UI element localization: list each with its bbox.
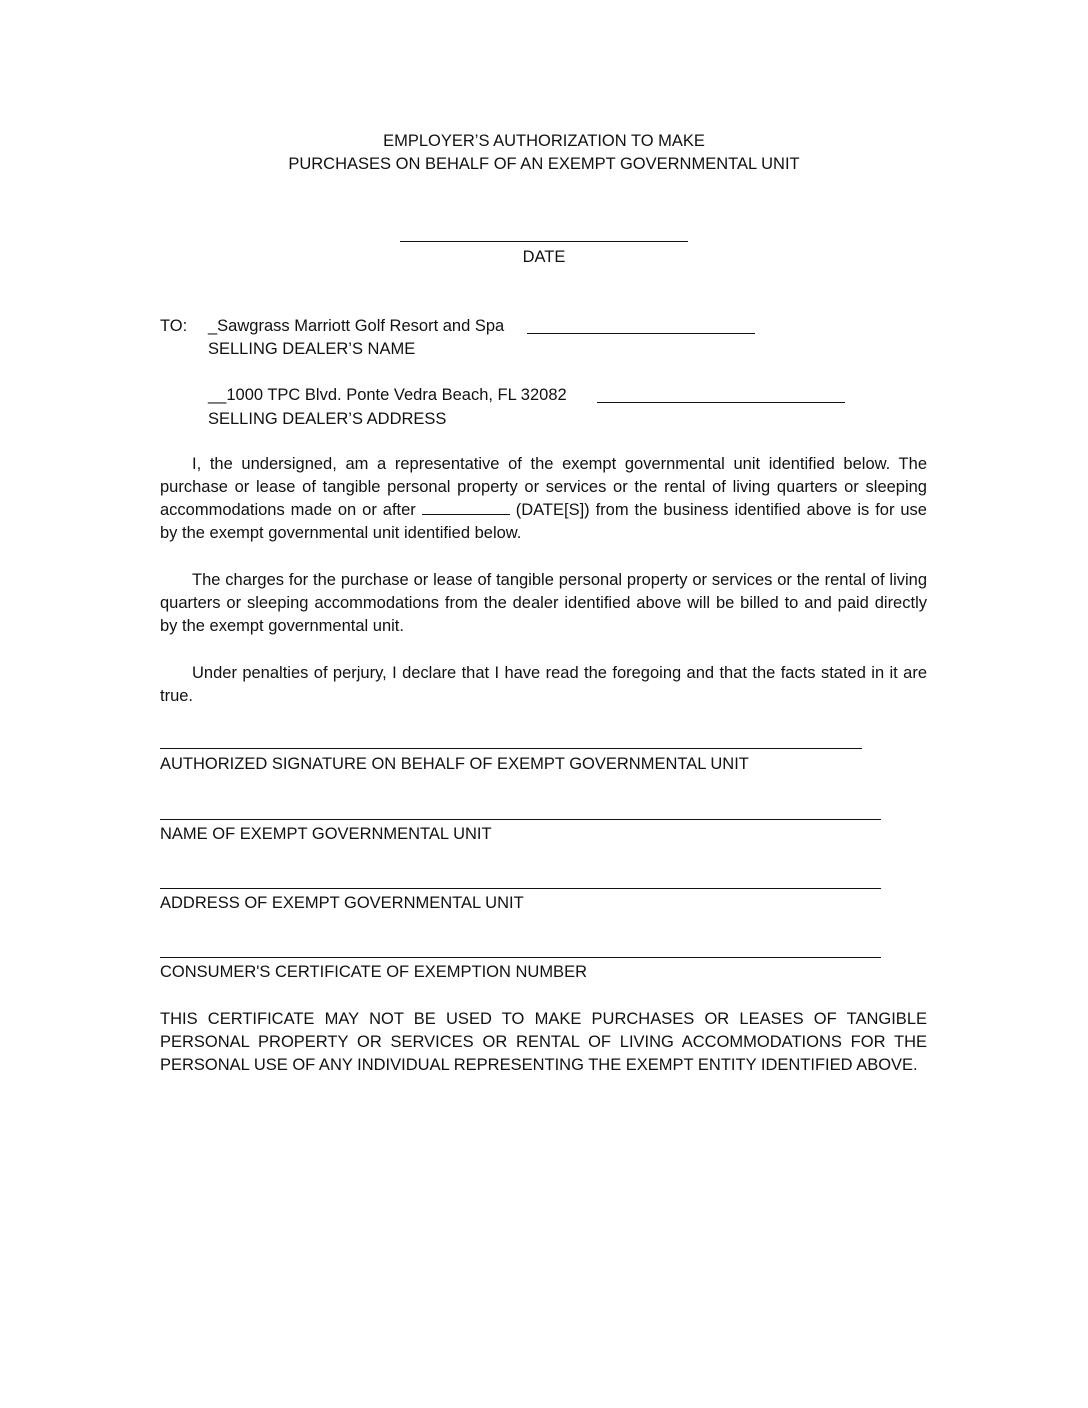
usage-restriction-notice: THIS CERTIFICATE MAY NOT BE USED TO MAKE PURCHASES OR LEASES OF TANGIBLE PERSONAL PROPERTY OR SERVICES OR RENTAL OF LIVING ACCOMMODATIONS FOR THE PERSONAL USE OF ANY INDIVIDUAL REPRESENTING THE EXEMPT ENTITY IDENTIFIED ABOVE. [160,1010,927,1074]
authorized-signature-label: AUTHORIZED SIGNATURE ON BEHALF OF EXEMPT GOVERNMENTAL UNIT [160,755,749,773]
selling-dealer-name-value: _Sawgrass Marriott Golf Resort and Spa [208,317,505,335]
selling-dealer-address-line[interactable] [597,402,845,403]
unit-address-label: ADDRESS OF EXEMPT GOVERNMENTAL UNIT [160,894,524,912]
exemption-number-line[interactable] [160,957,881,958]
unit-name-line[interactable] [160,819,881,820]
exemption-number-label: CONSUMER'S CERTIFICATE OF EXEMPTION NUMBER [160,963,587,981]
perjury-declaration-paragraph: Under penalties of perjury, I declare that I have read the foregoing and that the facts stated in it are true. [160,664,927,705]
date-line[interactable] [400,241,688,242]
billing-paragraph: The charges for the purchase or lease of tangible personal property or services or the rental of living quarters or sleeping accommodations from the dealer identified above will be billed to and paid directly by the exempt governmental unit. [160,571,927,635]
authorization-text-end: (DATE[S]) from the business identified above is for use by the exempt governmental unit identified below. [160,501,927,542]
document-title-line2: PURCHASES ON BEHALF OF AN EXEMPT GOVERNMENTAL UNIT [288,155,800,173]
to-label: TO: [160,317,188,335]
selling-dealer-address-label: SELLING DEALER’S ADDRESS [208,410,447,428]
authorized-signature-line[interactable] [160,748,862,749]
unit-name-label: NAME OF EXEMPT GOVERNMENTAL UNIT [160,825,492,843]
document-title-line1: EMPLOYER’S AUTHORIZATION TO MAKE [383,132,705,150]
effective-date-blank[interactable] [422,500,510,515]
selling-dealer-name-line[interactable] [527,333,755,334]
date-label: DATE [522,248,566,266]
unit-address-line[interactable] [160,888,881,889]
selling-dealer-address-value: __1000 TPC Blvd. Ponte Vedra Beach, FL 32082 [208,386,567,404]
authorization-paragraph [160,453,927,545]
selling-dealer-name-label: SELLING DEALER’S NAME [208,340,416,358]
authorization-text-start: I, the undersigned, am a representative of the exempt governmental unit identified below. The purchase or lease of tangible personal property or services or the rental of living quarters or sleeping accommodations made on or after [160,455,927,519]
